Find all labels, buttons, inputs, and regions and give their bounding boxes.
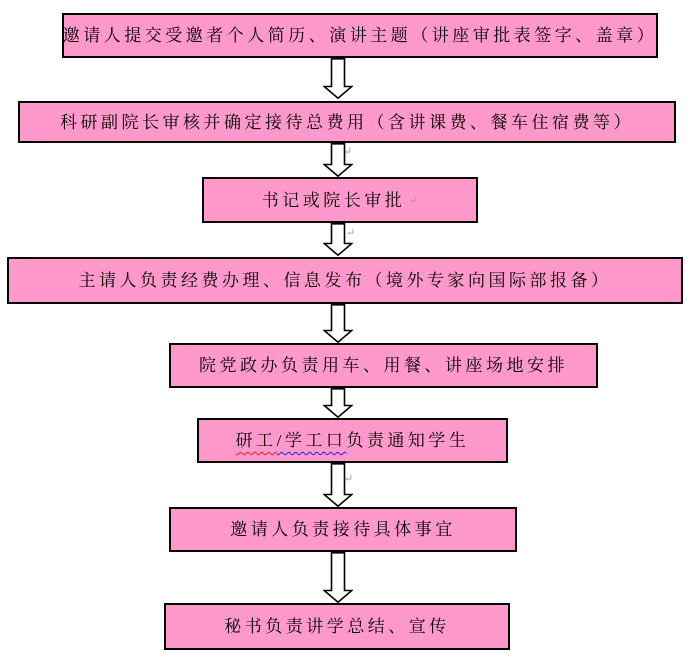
flow-step-label: 书记或院长审批 bbox=[261, 190, 406, 210]
flow-step-vice-dean-review bbox=[18, 101, 676, 143]
flow-step-secretary-dean-approval bbox=[202, 177, 478, 223]
down-arrow-icon bbox=[323, 463, 353, 507]
flow-step-funding-info-release bbox=[7, 257, 683, 304]
paragraph-mark: ↵ bbox=[344, 473, 354, 485]
flow-step-label: 科研副院长审核并确定接待总费用（含讲课费、餐车住宿费等） bbox=[60, 112, 634, 132]
spellcheck-marked-text: 研工 bbox=[235, 431, 277, 450]
flow-step-logistics-arrangement bbox=[169, 343, 598, 388]
flow-step-label: 秘书负责讲学总结、宣传 bbox=[224, 617, 450, 636]
flow-step-submit-resume bbox=[62, 13, 658, 58]
flow-step-label: 邀请人负责接待具体事宜 bbox=[230, 520, 456, 539]
down-arrow-icon bbox=[323, 304, 353, 343]
flow-step-label: 主请人负责经费办理、信息发布（境外专家向国际部报备） bbox=[78, 271, 612, 290]
plain-text: 负责通知学生 bbox=[346, 431, 470, 450]
flow-step-label: 邀请人提交受邀者个人简历、演讲主题（讲座审批表签字、盖章） bbox=[62, 26, 658, 45]
flow-step-label: 院党政办负责用车、用餐、讲座场地安排 bbox=[199, 356, 568, 375]
grammar-marked-text: /学工口 bbox=[276, 431, 347, 450]
paragraph-mark: ↵ bbox=[346, 227, 356, 239]
paragraph-mark: ↵ bbox=[408, 193, 419, 207]
flow-step-notify-students bbox=[197, 418, 508, 463]
down-arrow-icon bbox=[323, 58, 353, 99]
flow-step-summary-publicity bbox=[164, 603, 510, 650]
flow-step-reception-details bbox=[169, 507, 517, 552]
paragraph-mark: ↵ bbox=[343, 146, 353, 158]
flow-step-label bbox=[236, 432, 470, 449]
down-arrow-icon bbox=[323, 388, 353, 418]
down-arrow-icon bbox=[323, 552, 353, 603]
